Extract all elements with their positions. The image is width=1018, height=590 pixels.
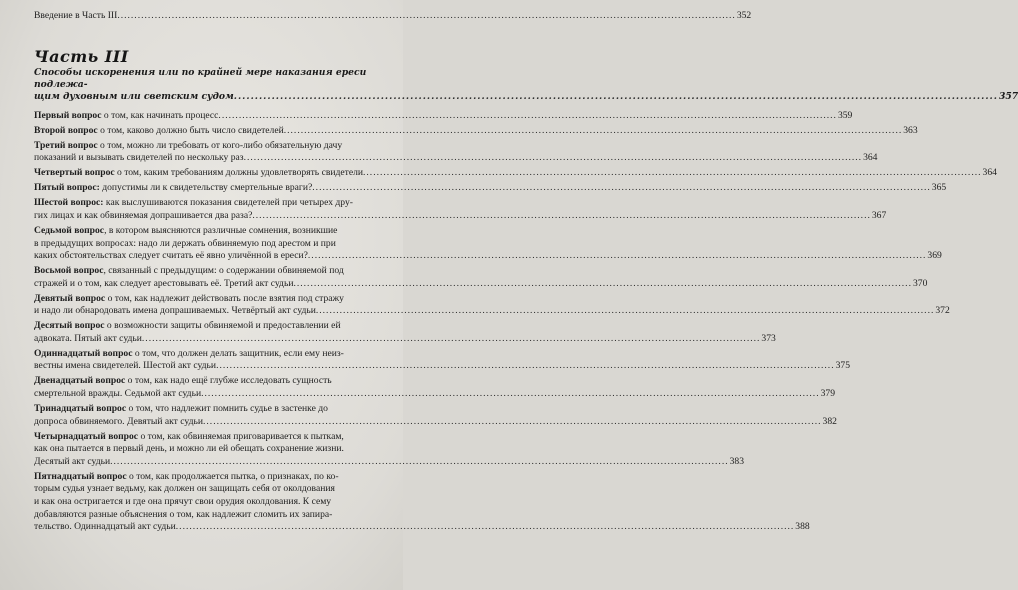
toc-entry-line <box>34 375 389 388</box>
toc-entry-text <box>34 210 252 223</box>
toc-entry-line <box>34 265 389 278</box>
toc-entry[interactable] <box>34 470 810 534</box>
toc-entry-desc: и надо ли обнародовать имена допрашиваемых. Четвёртый акт судьи <box>34 305 316 317</box>
page-number: 364 <box>982 167 997 179</box>
page-number: 373 <box>761 332 776 344</box>
toc-entry-desc: тельство. Одиннадцатый акт судьи <box>34 521 176 533</box>
page-number: 372 <box>935 305 950 317</box>
page-number: 383 <box>729 455 745 467</box>
toc-entry-intro[interactable] <box>34 10 752 23</box>
page-number: 388 <box>795 521 810 533</box>
toc-entry-line <box>34 332 776 346</box>
toc-entry-desc: допустимы ли к свидетельству смертельные враги? <box>102 182 313 194</box>
toc-entry-line <box>34 182 947 195</box>
page-number: 375 <box>835 360 850 372</box>
toc-entry-desc: о том, как надо ещё глубже исследовать сущность <box>127 375 332 387</box>
toc-entry-line <box>34 455 745 469</box>
toc-entry-text <box>34 278 293 291</box>
toc-entry-text <box>34 320 341 331</box>
toc-entry-line <box>34 124 918 138</box>
part-title: Часть III <box>34 46 129 66</box>
dot-leader <box>244 152 863 165</box>
toc-entry-desc: , связанный с предыдущим: о содержании обвиняемой под <box>103 265 344 277</box>
toc-entry-text <box>34 238 336 249</box>
toc-entry-text <box>34 443 344 454</box>
toc-entry-desc: о том, можно ли требовать от кого-либо обязательную дачу <box>100 139 343 151</box>
toc-entry[interactable] <box>34 109 853 123</box>
toc-entries <box>34 109 997 534</box>
question-title: Седьмой вопрос <box>34 224 105 236</box>
question-title: Тринадцатый вопрос <box>34 402 127 414</box>
toc-entry-text <box>34 431 344 442</box>
toc-entry[interactable] <box>34 292 950 318</box>
toc-entry-desc: о возможности защиты обвиняемой и предоставлении ей <box>106 320 341 332</box>
page-number: 359 <box>837 109 853 121</box>
toc-entry-desc: о том, что должен делать защитник, если ему неиз- <box>134 347 344 359</box>
page-number: 363 <box>903 124 918 136</box>
dot-leader <box>312 182 931 195</box>
toc-entry-line <box>34 431 389 444</box>
toc-entry-line <box>34 348 389 361</box>
toc-entry-line <box>34 167 997 180</box>
toc-entry-desc: Десятый акт судьи <box>34 455 111 467</box>
toc-entry-text <box>34 110 218 123</box>
question-title: Восьмой вопрос <box>34 265 104 277</box>
toc-entry-desc: допроса обвиняемого. Девятый акт судьи <box>34 415 203 427</box>
toc-entry-line <box>34 509 389 522</box>
toc-entry[interactable] <box>34 197 887 222</box>
toc-entry-desc: о том, как продолжается пытка, о признаках, по ко- <box>129 470 339 482</box>
toc-entry-text <box>34 265 344 276</box>
dot-leader <box>284 125 903 138</box>
question-title: Двенадцатый вопрос <box>34 375 126 387</box>
toc-entry-text <box>34 483 335 494</box>
dot-leader <box>176 521 795 534</box>
toc-entry-desc: о том, что надлежит помнить судье в застенке до <box>128 402 328 414</box>
toc-entry-text <box>34 125 284 138</box>
toc-entry[interactable] <box>34 182 947 195</box>
toc-entry-line <box>34 293 389 306</box>
toc-entry-text <box>34 403 328 414</box>
toc-entry-desc: адвоката. Пятый акт судьи <box>34 332 142 344</box>
toc-entry-text <box>34 140 342 151</box>
toc-entry-desc: о том, как обвиняемая приговаривается к пыткам, <box>140 430 344 442</box>
toc-entry-line <box>34 209 887 223</box>
toc-entry-line <box>34 225 389 238</box>
toc-entry-line <box>34 471 389 484</box>
toc-entry-desc: показаний и вызывать свидетелей по нескольку раз <box>34 152 244 164</box>
toc-entry[interactable] <box>34 347 850 373</box>
dot-leader <box>293 278 912 291</box>
toc-entry-desc: о том, как надлежит действовать после взятия под стражу <box>107 292 344 304</box>
toc-entry-line <box>34 140 389 153</box>
question-title: Второй вопрос <box>34 124 98 136</box>
toc-entry-desc: смертельной вражды. Седьмой акт судьи <box>34 387 202 399</box>
toc-entry[interactable] <box>34 224 942 263</box>
toc-entry-line <box>34 109 853 123</box>
toc-entry[interactable] <box>34 265 928 290</box>
toc-entry[interactable] <box>34 320 776 345</box>
toc-entry-line <box>34 250 942 263</box>
question-title: Четырнадцатый вопрос <box>34 430 139 442</box>
part-subtitle-line2: щим духовным или светским судом <box>34 91 234 103</box>
toc-entry-line <box>34 360 850 373</box>
toc-entry-desc: как она пытается в первый день, и можно ли ей обещать сохранение жизни. <box>34 443 344 455</box>
toc-entry-text <box>34 305 316 318</box>
question-title: Пятнадцатый вопрос <box>34 470 127 482</box>
toc-entry-desc: о том, каково должно быть число свидетелей <box>100 124 284 136</box>
toc-entry-text <box>34 167 363 180</box>
toc-entry-desc: в предыдущих вопросах: надо ли держать обвиняемую под арестом и при <box>34 237 336 249</box>
question-title: Девятый вопрос <box>34 292 106 304</box>
dot-leader <box>216 360 835 373</box>
dot-leader <box>308 250 927 263</box>
dot-leader <box>252 210 871 223</box>
dot-leader <box>142 333 761 346</box>
toc-entry-text <box>34 521 176 534</box>
toc-entry-text <box>34 333 142 346</box>
toc-entry-desc: каких обстоятельствах следует считать её явно уличённой в ереси? <box>34 250 308 262</box>
toc-entry-text <box>34 496 331 507</box>
dot-leader <box>363 167 982 180</box>
dot-leader <box>117 10 736 23</box>
page-number: 370 <box>912 277 928 289</box>
toc-entry-text <box>34 250 308 263</box>
toc-entry-line <box>34 277 928 291</box>
toc-entry-text <box>34 197 353 208</box>
toc-entry-line <box>34 483 389 496</box>
toc-entry-desc: как выслушиваются показания свидетелей при четырех дру- <box>105 197 353 209</box>
toc-entry-text <box>34 182 312 195</box>
toc-entry-desc: торым судья узнает ведьму, как должен он защищать себя от околдования <box>34 483 335 495</box>
question-title: Десятый вопрос <box>34 320 105 332</box>
toc-entry-line <box>34 197 389 210</box>
part-subtitle[interactable] <box>34 66 1018 104</box>
toc-entry-line <box>34 403 389 416</box>
toc-entry-line <box>34 415 837 429</box>
question-title: Шестой вопрос: <box>34 197 104 209</box>
question-title: Пятый вопрос: <box>34 182 100 194</box>
page-number: 379 <box>820 387 835 399</box>
toc-entry-line <box>34 496 389 509</box>
toc-entry-line <box>34 387 835 401</box>
question-title: Одиннадцатый вопрос <box>34 347 133 359</box>
toc-entry-line <box>34 521 810 534</box>
toc-entry-text <box>34 360 216 373</box>
toc-entry[interactable] <box>34 124 918 138</box>
toc-entry-desc: , в котором выясняются различные сомнения, возникшие <box>104 224 338 236</box>
toc-entry-text: Введение в Часть III <box>34 10 118 21</box>
page-number: 365 <box>931 182 947 194</box>
page-number: 367 <box>871 209 887 221</box>
part-subtitle-line1: Способы искоренения или по крайней мере наказания ереси подлежа- <box>34 66 367 90</box>
dot-leader <box>218 110 837 123</box>
dot-leader <box>234 91 998 103</box>
toc-entry-line <box>34 305 950 318</box>
toc-entry-text <box>34 509 332 520</box>
toc-entry-line <box>34 320 389 333</box>
toc-entry[interactable] <box>34 430 745 469</box>
toc-entry[interactable] <box>34 375 835 400</box>
page-number: 382 <box>822 415 837 427</box>
toc-entry-text <box>34 388 201 401</box>
toc-entry-desc: вестны имена свидетелей. Шестой акт судьи <box>34 360 217 372</box>
toc-entry-desc: о том, каким требованиям должны удовлетворять свидетели <box>117 167 363 179</box>
dot-leader <box>110 456 729 469</box>
page-number: 357 <box>998 91 1018 103</box>
toc-entry[interactable] <box>34 167 997 180</box>
toc-entry-line <box>34 238 389 251</box>
toc-entry-text <box>34 293 344 304</box>
page-number: 369 <box>927 250 942 262</box>
question-title: Первый вопрос <box>34 109 102 121</box>
toc-entry-desc: стражей и о том, как следует арестовывать её. Третий акт судьи <box>34 277 294 289</box>
toc-entry-text <box>34 375 332 386</box>
toc-entry-desc: о том, как начинать процесс <box>103 109 219 121</box>
toc-entry-desc: гих лицах и как обвиняемая допрашивается два раза? <box>34 209 253 221</box>
toc-entry-text <box>34 471 339 482</box>
dot-leader <box>316 305 935 318</box>
toc-entry-desc: и как она остригается и где она прячут свои орудия околдования. К сему <box>34 495 332 507</box>
toc-entry-line <box>34 152 878 165</box>
toc-entry[interactable] <box>34 402 837 428</box>
toc-entry-text <box>34 348 344 359</box>
page-number: 352 <box>736 10 752 21</box>
toc-entry-text <box>34 225 337 236</box>
toc-entry-text <box>34 456 110 469</box>
toc-entry-text <box>34 416 203 429</box>
dot-leader <box>201 388 820 401</box>
toc-entry[interactable] <box>34 139 878 165</box>
toc-entry-line <box>34 443 389 456</box>
page-number: 364 <box>863 152 878 164</box>
dot-leader <box>203 416 822 429</box>
toc-entry-desc: добавляются разные объяснения о том, как надлежит сломить их запира- <box>34 508 333 520</box>
question-title: Третий вопрос <box>34 139 98 151</box>
toc-entry-text <box>34 152 244 165</box>
question-title: Четвертый вопрос <box>34 167 115 179</box>
